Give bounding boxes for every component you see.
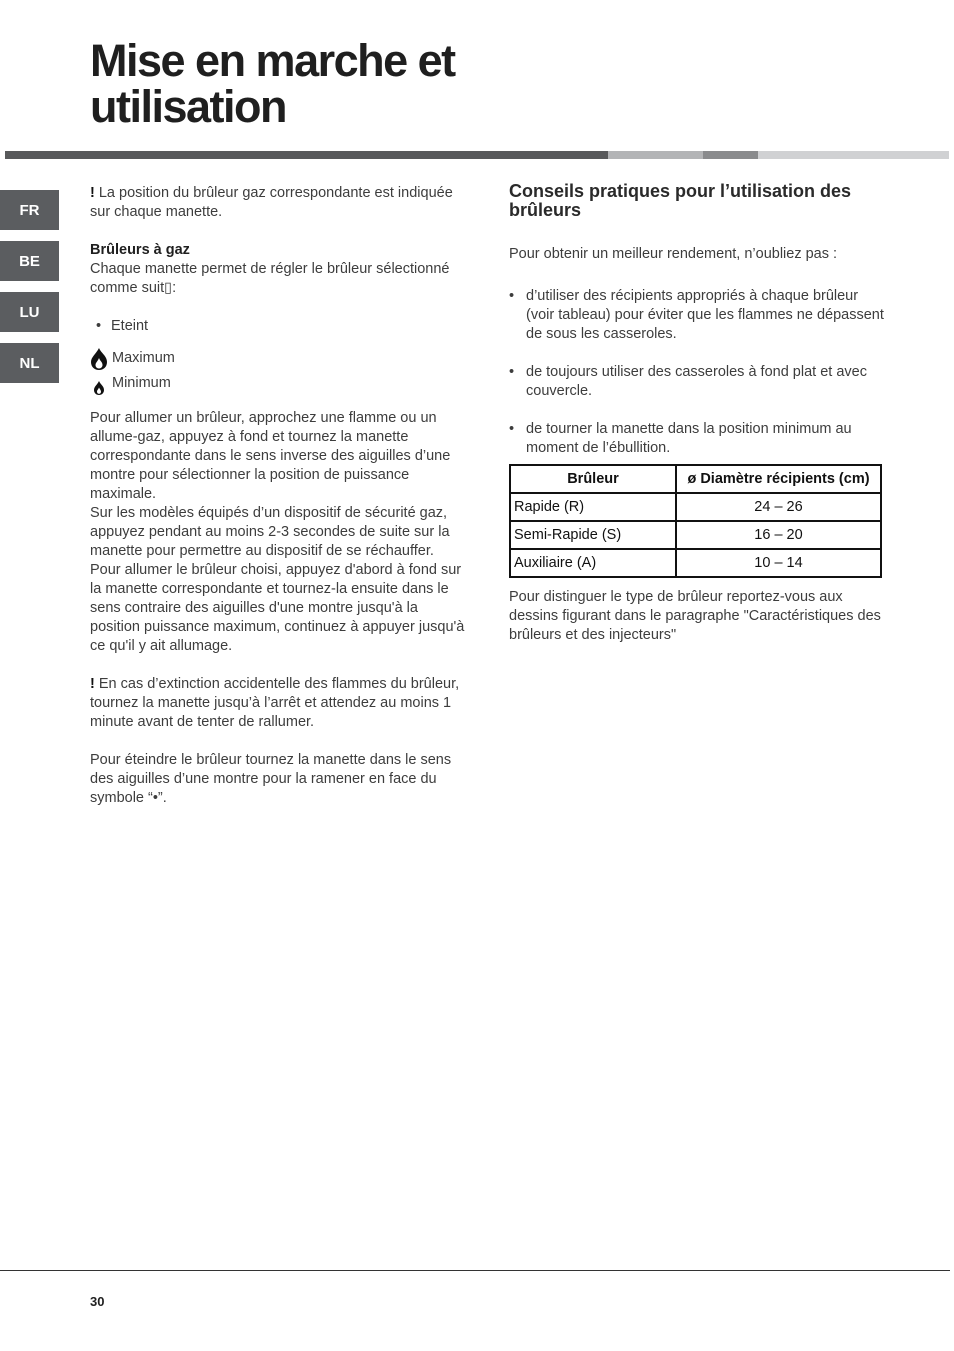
footer-rule <box>0 1270 950 1271</box>
table-row <box>510 493 881 521</box>
note-flame-out: ! En cas d’extinction accidentelle des flammes du brûleur, tournez la manette jusqu’à l’arrêt et attendez au moins 1 minute avant de tenter de rallumer. <box>90 676 460 730</box>
setting-minimum: Minimum <box>90 371 470 396</box>
lang-tab-nl: NL <box>0 343 59 383</box>
table-cell: 24 – 26 <box>676 493 881 521</box>
table-row <box>510 521 881 549</box>
off-dot-icon: • <box>96 318 102 334</box>
right-column <box>509 182 885 645</box>
large-flame-icon <box>90 348 108 370</box>
title-rule-light <box>608 151 703 159</box>
list-item: • de toujours utiliser des casseroles à fond plat et avec couvercle. <box>509 364 867 399</box>
title-rule-pale <box>758 151 949 159</box>
warning-mark: ! <box>90 185 95 201</box>
lang-tab-fr: FR <box>0 190 59 230</box>
gas-burners-heading: Brûleurs à gaz <box>90 242 190 258</box>
section-title: Conseils pratiques pour l’utilisation des brûleurs <box>509 181 852 220</box>
paragraph-safety-device: Sur les modèles équipés d’un dispositif de sécurité gaz, appuyez pendant au moins 2-3 secondes de suite sur la manette pour permettre au dispositif de se réchauffer. <box>90 505 450 559</box>
title-rule-mid <box>703 151 758 159</box>
title-rule-dark <box>5 151 608 159</box>
column-header: Brûleur <box>510 465 676 493</box>
table-cell: 16 – 20 <box>676 521 881 549</box>
table-cell: Auxiliaire (A) <box>510 549 676 577</box>
left-column <box>90 184 470 808</box>
warning-mark: ! <box>90 676 95 692</box>
setting-maximum: Maximum <box>90 346 470 371</box>
column-header: ø Diamètre récipients (cm) <box>676 465 881 493</box>
note-position: ! La position du brûleur gaz correspondante est indiquée sur chaque manette. <box>90 185 453 220</box>
table-header-row <box>510 465 881 493</box>
paragraph-ignite-chosen: Pour allumer le brûleur choisi, appuyez d'abord à fond sur la manette correspondante et tournez-la ensuite dans le sens contraire des aiguilles d'une montre jusqu'à la position puissance maximum, continuez à appuyer jusqu'à ce qu'il y ait allumage. <box>90 562 465 654</box>
table-cell: 10 – 14 <box>676 549 881 577</box>
page-number: 30 <box>90 1294 105 1309</box>
burner-diameter-table <box>509 464 882 578</box>
tips-list <box>509 287 885 458</box>
gas-burners-intro: Chaque manette permet de régler le brûleur sélectionné comme suit▯: <box>90 261 450 296</box>
table-footnote: Pour distinguer le type de brûleur reportez-vous aux dessins figurant dans le paragraphe "Caractéristiques des brûleurs et des injecteurs" <box>509 589 881 643</box>
lang-tab-lu: LU <box>0 292 59 332</box>
setting-off: • Eteint <box>96 318 149 334</box>
tips-intro: Pour obtenir un meilleur rendement, n’oubliez pas : <box>509 246 838 262</box>
small-flame-icon <box>90 373 108 395</box>
lang-tab-be: BE <box>0 241 59 281</box>
table-cell: Semi-Rapide (S) <box>510 521 676 549</box>
page-title: Mise en marche et utilisation <box>90 35 455 132</box>
list-item: • de tourner la manette dans la position minimum au moment de l’ébullition. <box>509 421 852 456</box>
paragraph-ignite: Pour allumer un brûleur, approchez une flamme ou un allume-gaz, appuyez à fond et tournez la manette correspondante dans le sens inverse des aiguilles d’une montre pour sélectionner la position de puissance maximale. <box>90 410 451 502</box>
paragraph-turn-off: Pour éteindre le brûleur tournez la manette dans le sens des aiguilles d’une montre pour la ramener en face du symbole “•”. <box>90 752 452 806</box>
table-cell: Rapide (R) <box>510 493 676 521</box>
table-row <box>510 549 881 577</box>
list-item: • d’utiliser des récipients appropriés à chaque brûleur (voir tableau) pour éviter que les flammes ne dépassent de sous les casseroles. <box>509 288 884 342</box>
